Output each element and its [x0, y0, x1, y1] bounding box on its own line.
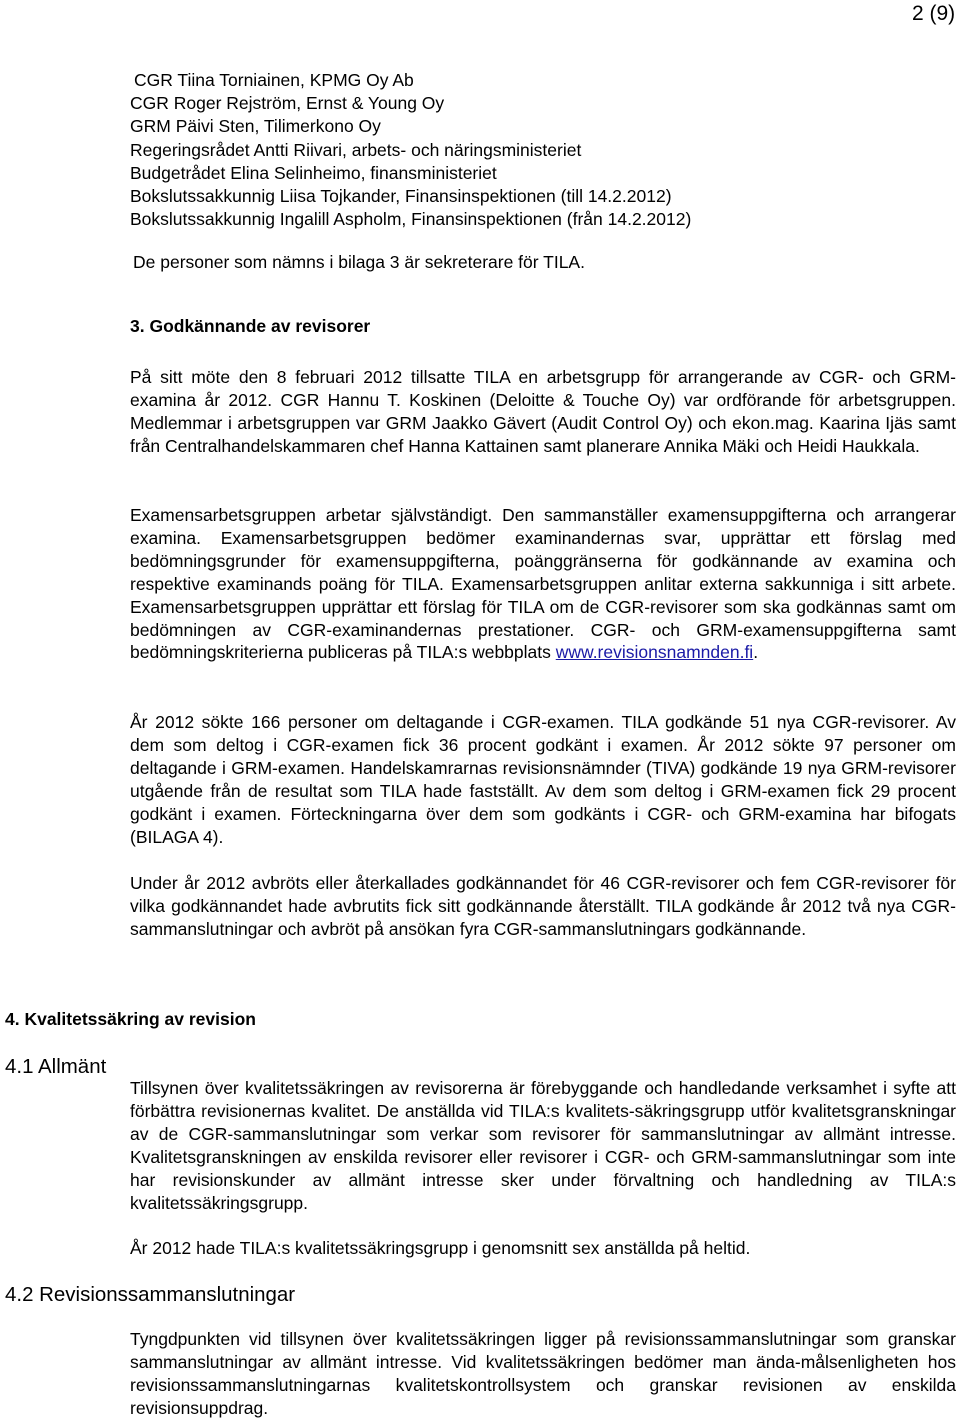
- member-item: GRM Päivi Sten, Tilimerkono Oy: [130, 116, 381, 137]
- member-item: CGR Roger Rejström, Ernst & Young Oy: [130, 93, 445, 114]
- paragraph: Tyngdpunkten vid tillsynen över kvalitetssäkringen ligger på revisionssammanslutningar som granskar sammanslutningar av allmänt intresse. Vid kvalitetssäkringen bedömer man ända-målsenligheten hos revisionssammanslutningarnas kvalitetskontrollsystem och granskar revisionen av enskilda revisionsuppdrag.: [130, 1329, 956, 1418]
- website-link[interactable]: www.revisionsnamnden.fi: [555, 642, 754, 663]
- section-heading: 4. Kvalitetssäkring av revision: [5, 1009, 256, 1029]
- paragraph: På sitt möte den 8 februari 2012 tillsatte TILA en arbetsgrupp för arrangerande av CGR- och GRM-examina år 2012. CGR Hannu T. Koskinen (Deloitte & Touche Oy) var ordförande för arbetsgruppen. Medlemmar i arbetsgruppen var GRM Jaakko Gävert (Audit Control Oy) och ekon.mag. Kaarina Ijäs samt från Centralhandelskammaren chef Hanna Kattainen samt planerare Annika Mäki och Heidi Haukkala.: [130, 367, 956, 456]
- member-item: Bokslutssakkunnig Ingalill Aspholm, Finansinspektionen (från 14.2.2012): [130, 209, 692, 230]
- member-item: Regeringsrådet Antti Riivari, arbets- och näringsministeriet: [130, 139, 582, 160]
- member-item: Budgetrådet Elina Selinheimo, finansministeriet: [130, 162, 497, 183]
- member-item: Bokslutssakkunnig Liisa Tojkander, Finansinspektionen (till 14.2.2012): [130, 186, 672, 207]
- paragraph-end: .: [753, 642, 759, 663]
- paragraph: År 2012 sökte 166 personer om deltagande i CGR-examen. TILA godkände 51 nya CGR-revisorer. Av dem som deltog i CGR-examen fick 36 procent godkänt i examen. År 2012 sökte 97 personer om deltagande i GRM-examen. Handelskamrarnas revisionsnämnder (TIVA) godkände 19 nya GRM-revisorer utgående från de resultat som TILA hade fastställt. Av dem som deltog i GRM-examen fick 29 procent godkänt i examen. Förteckningarna över dem som godkänts i CGR- och GRM-examina har bifogats (BILAGA 4).: [130, 712, 956, 847]
- member-item: CGR Tiina Torniainen, KPMG Oy Ab: [134, 70, 414, 90]
- subsection-heading: 4.2 Revisionssammanslutningar: [5, 1283, 296, 1306]
- member-list: [130, 69, 691, 231]
- paragraph: Under år 2012 avbröts eller återkallades godkännandet för 46 CGR-revisorer och fem CGR-revisorer för vilka godkännandet hade avbrutits fick sitt godkännande återställt. TILA godkände år 2012 två nya CGR-sammanslutningar och avbröt på ansökan fyra CGR-sammanslutningars godkännande.: [130, 873, 956, 939]
- paragraph: [130, 504, 956, 664]
- page-number: 2 (9): [912, 2, 956, 25]
- paragraph: År 2012 hade TILA:s kvalitetssäkringsgrupp i genomsnitt sex anställda på heltid.: [130, 1238, 751, 1258]
- paragraph: Tillsynen över kvalitetssäkringen av revisorerna är förebyggande och handledande verksamhet i syfte att förbättra revisionernas kvalitet. De anställda vid TILA:s kvalitets-säkringsgrupp utför kvalitetsgranskningar av de CGR-sammanslutningar som verkar som revisorer för sammanslutningar av allmänt intresse. Kvalitetsgranskningen av enskilda revisorer eller revisorer i CGR- och GRM-sammanslutningar som inte har revisionskunder av allmänt intresse sker under förvaltning och handledning av TILA:s kvalitetssäkringsgrupp.: [130, 1078, 956, 1213]
- subsection-heading: 4.1 Allmänt: [5, 1055, 107, 1078]
- paragraph-text: Examensarbetsgruppen arbetar självständigt. Den sammanställer examensuppgifterna och arrangerar examina. Examensarbetsgruppen bedömer examinandernas svar, upprättar ett förslag med bedömningsgrunder för examensuppgifterna, poänggränserna för godkännande av examina och respektive examinands poäng för TILA. Examensarbetsgruppen anlitar externa sakkunniga i sitt arbete. Examensarbetsgruppen upprättar ett förslag för TILA om de CGR-revisorer som ska godkännas samt om bedömningen av CGR-examinandernas prestationer. CGR- och GRM-examensuppgifterna samt bedömningskriterierna publiceras på TILA:s webbplats: [130, 505, 956, 663]
- annex-note: De personer som nämns i bilaga 3 är sekreterare för TILA.: [133, 252, 585, 272]
- section-heading: 3. Godkännande av revisorer: [130, 316, 371, 336]
